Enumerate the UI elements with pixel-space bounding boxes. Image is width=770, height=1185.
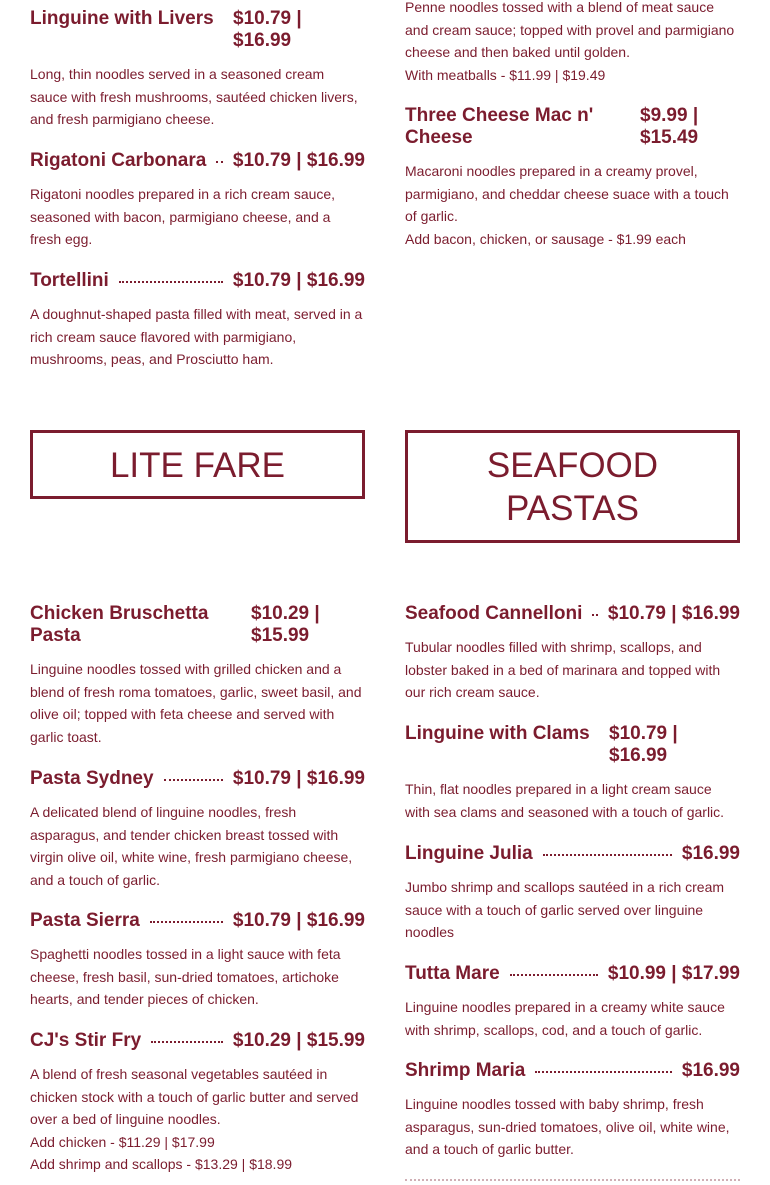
menu-item-description	[30, 183, 365, 251]
menu-item-description	[405, 160, 740, 250]
menu-item-name: Linguine with Clams	[405, 723, 590, 744]
dot-leader	[535, 1060, 672, 1073]
menu-item-linguine-clams	[405, 723, 740, 823]
description-line: Add shrimp and scallops - $13.29 | $18.99	[30, 1156, 293, 1172]
menu-item-description	[30, 303, 365, 371]
description-line: Jumbo shrimp and scallops sautéed in a rich cream sauce with a touch of garlic served over linguine noodles	[405, 879, 725, 940]
dot-leader	[543, 843, 672, 856]
menu-item-header	[405, 1060, 740, 1082]
menu-item-name: Rigatoni Carbonara	[30, 150, 207, 171]
description-line: A blend of fresh seasonal vegetables sautéed in chicken stock with a touch of garlic butter and served over a bed of linguine noodles.	[30, 1066, 359, 1127]
menu-item-shrimp-maria	[405, 1060, 740, 1161]
menu-item-description	[30, 1063, 365, 1176]
menu-item-price: $16.99	[681, 843, 740, 864]
menu-item-name: Three Cheese Mac n' Cheese	[405, 105, 594, 148]
dot-leader	[151, 1030, 223, 1043]
menu-item-header	[30, 1030, 365, 1052]
description-line: Penne noodles tossed with a blend of meat sauce and cream sauce; topped with provel and parmigiano cheese and then baked until golden.	[405, 0, 735, 60]
description-line: A doughnut-shaped pasta filled with meat, served in a rich cream sauce flavored with parmigiano, mushrooms, peas, and Prosciutto ham.	[30, 306, 363, 367]
menu-item-description	[405, 778, 740, 823]
menu-item-header	[30, 150, 365, 172]
section-header-lite-fare	[30, 430, 365, 499]
dot-leader	[510, 963, 598, 976]
menu-item-name: Linguine Julia	[405, 843, 533, 864]
menu-item-description	[405, 0, 740, 86]
menu-item-name: Tortellini	[30, 270, 109, 291]
menu-item-price: $16.99	[681, 1060, 740, 1081]
description-line: A delicated blend of linguine noodles, fresh asparagus, and tender chicken breast tossed with virgin olive oil, white wine, fresh parmigiano cheese, and a touch of garlic.	[30, 804, 353, 888]
dot-leader	[216, 150, 223, 163]
menu-item-pasta-sierra	[30, 910, 365, 1011]
menu-item-header	[405, 963, 740, 985]
next-item-cutoff	[405, 1179, 740, 1185]
description-line: Add chicken - $11.29 | $17.99	[30, 1133, 215, 1150]
menu-item-price: $10.79 | $16.99	[233, 8, 302, 51]
menu-item-description	[405, 996, 740, 1041]
menu-item-price: $10.79 | $16.99	[232, 910, 365, 931]
menu-item-name: Seafood Cannelloni	[405, 603, 583, 624]
section-title-line: PASTAS	[506, 489, 639, 528]
menu-item-description	[30, 943, 365, 1011]
menu-item-description	[405, 1093, 740, 1161]
dot-leader	[119, 270, 223, 283]
menu-item-linguine-julia	[405, 843, 740, 944]
menu-item-header	[30, 603, 365, 647]
description-line: Linguine noodles tossed with grilled chicken and a blend of fresh roma tomatoes, garlic, sweet basil, and olive oil; topped with feta cheese and served with garlic toast.	[30, 661, 362, 745]
description-line: Macaroni noodles prepared in a creamy provel, parmigiano, and cheddar cheese suace with a touch of garlic.	[405, 163, 729, 224]
menu-item-description	[30, 63, 365, 131]
menu-item-price: $10.79 | $16.99	[609, 723, 678, 766]
menu-item-description	[405, 876, 740, 944]
menu-item-name: Shrimp Maria	[405, 1060, 526, 1081]
description-line: With meatballs - $11.99 | $19.49	[405, 66, 606, 83]
description-line: Tubular noodles filled with shrimp, scallops, and lobster baked in a bed of marinara and topped with our rich cream sauce.	[405, 639, 721, 700]
menu-item-three-cheese-mac	[405, 105, 740, 250]
description-line: Linguine noodles tossed with baby shrimp, fresh asparagus, sun-dried tomatoes, olive oil, white wine, and a touch of garlic butter.	[405, 1096, 730, 1157]
menu-item-header	[405, 105, 740, 149]
menu-item-tutta-mare	[405, 963, 740, 1041]
menu-item-price: $10.29 | $15.99	[232, 1030, 365, 1051]
description-line: Thin, flat noodles prepared in a light cream sauce with sea clams and seasoned with a touch of garlic.	[405, 781, 725, 820]
menu-item-price: $10.79 | $16.99	[232, 270, 365, 291]
section-title: LITE FARE	[109, 446, 286, 485]
menu-item-description	[405, 636, 740, 704]
description-line: Add bacon, chicken, or sausage - $1.99 each	[405, 230, 686, 247]
menu-item-rigatoni-carbonara	[30, 150, 365, 251]
dot-leader	[150, 910, 223, 923]
menu-item-price: $9.99 | $15.49	[640, 105, 699, 148]
menu-item-name: Tutta Mare	[405, 963, 500, 984]
menu-item-price: $10.29 | $15.99	[251, 603, 320, 646]
menu-item-name: Pasta Sierra	[30, 910, 140, 931]
menu-item-tortellini	[30, 270, 365, 371]
dot-leader	[164, 768, 223, 781]
menu-item-linguine-livers	[30, 8, 365, 131]
menu-item-header	[30, 8, 365, 52]
section-title-line: SEAFOOD	[486, 446, 659, 485]
menu-item-header	[405, 603, 740, 625]
menu-item-price: $10.79 | $16.99	[232, 150, 365, 171]
menu-item-header	[30, 270, 365, 292]
menu-item-price: $10.79 | $16.99	[607, 603, 740, 624]
dot-leader	[592, 603, 598, 616]
menu-item-header	[405, 843, 740, 865]
menu-item-description	[30, 801, 365, 891]
menu-item-header	[30, 768, 365, 790]
menu-item-name: Linguine with Livers	[30, 8, 214, 29]
menu-item-pasta-sydney	[30, 768, 365, 891]
menu-item-cjs-stir-fry	[30, 1030, 365, 1176]
menu-item-name: CJ's Stir Fry	[30, 1030, 142, 1051]
menu-item-price: $10.99 | $17.99	[607, 963, 740, 984]
menu-item-description	[30, 658, 365, 748]
menu-item-name: Chicken Bruschetta Pasta	[30, 603, 209, 646]
description-line: Rigatoni noodles prepared in a rich cream sauce, seasoned with bacon, parmigiano cheese, and a fresh egg.	[30, 186, 336, 247]
section-header-seafood-pastas	[405, 430, 740, 543]
menu-item-name: Pasta Sydney	[30, 768, 154, 789]
menu-item-seafood-cannelloni	[405, 603, 740, 704]
menu-item-header	[30, 910, 365, 932]
menu-item-baked-penne-continued	[405, 0, 740, 86]
menu-item-price: $10.79 | $16.99	[232, 768, 365, 789]
menu-item-chicken-bruschetta	[30, 603, 365, 748]
description-line: Linguine noodles prepared in a creamy white sauce with shrimp, scallops, cod, and a touch of garlic.	[405, 999, 725, 1038]
description-line: Long, thin noodles served in a seasoned cream sauce with fresh mushrooms, sautéed chicken livers, and fresh parmigiano cheese.	[30, 66, 358, 127]
description-line: Spaghetti noodles tossed in a light sauce with feta cheese, fresh basil, sun-dried tomatoes, artichoke hearts, and tender pieces of chicken.	[30, 946, 341, 1007]
menu-item-header	[405, 723, 740, 767]
